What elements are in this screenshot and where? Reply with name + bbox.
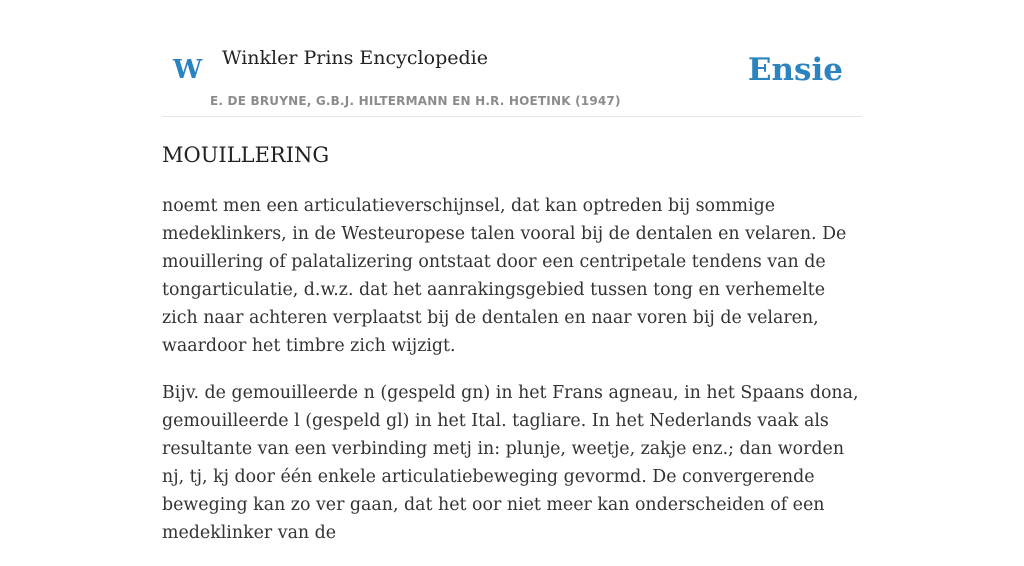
article-body	[162, 192, 862, 566]
authors-line: E. DE BRUYNE, G.B.J. HILTERMANN EN H.R. HOETINK (1947)	[210, 94, 621, 108]
article-headword: MOUILLERING	[162, 143, 330, 167]
article-paragraph: noemt men een articulatieverschijnsel, dat kan optreden bij sommige medeklinkers, in de Westeuropese talen vooral bij de dentalen en velaren. De mouillering of palatalizering ontstaat door een centripetale tendens van de tongarticulatie, d.w.z. dat het aanrakingsgebied tussen tong en verhemelte zich naar achteren verplaatst bij de dentalen en naar voren bij de velaren, waardoor het timbre zich wijzigt.	[162, 196, 847, 356]
ensie-brand-link[interactable]: Ensie	[747, 52, 843, 88]
work-title[interactable]: Winkler Prins Encyclopedie	[222, 47, 488, 69]
article-paragraph: Bijv. de gemouilleerde n (gespeld gn) in het Frans agneau, in het Spaans dona, gemouilleerde l (gespeld gl) in het Ital. tagliare. In het Nederlands vaak als resultante van een verbinding metj in: plunje, weetje, zakje enz.; dan worden nj, tj, kj door één enkele articulatiebeweging gevormd. De convergerende beweging kan zo ver gaan, dat het oor niet meer kan onderscheiden of een medeklinker van de	[162, 383, 859, 543]
site-header	[162, 0, 862, 117]
winkler-prins-logo[interactable]: W	[173, 55, 203, 85]
